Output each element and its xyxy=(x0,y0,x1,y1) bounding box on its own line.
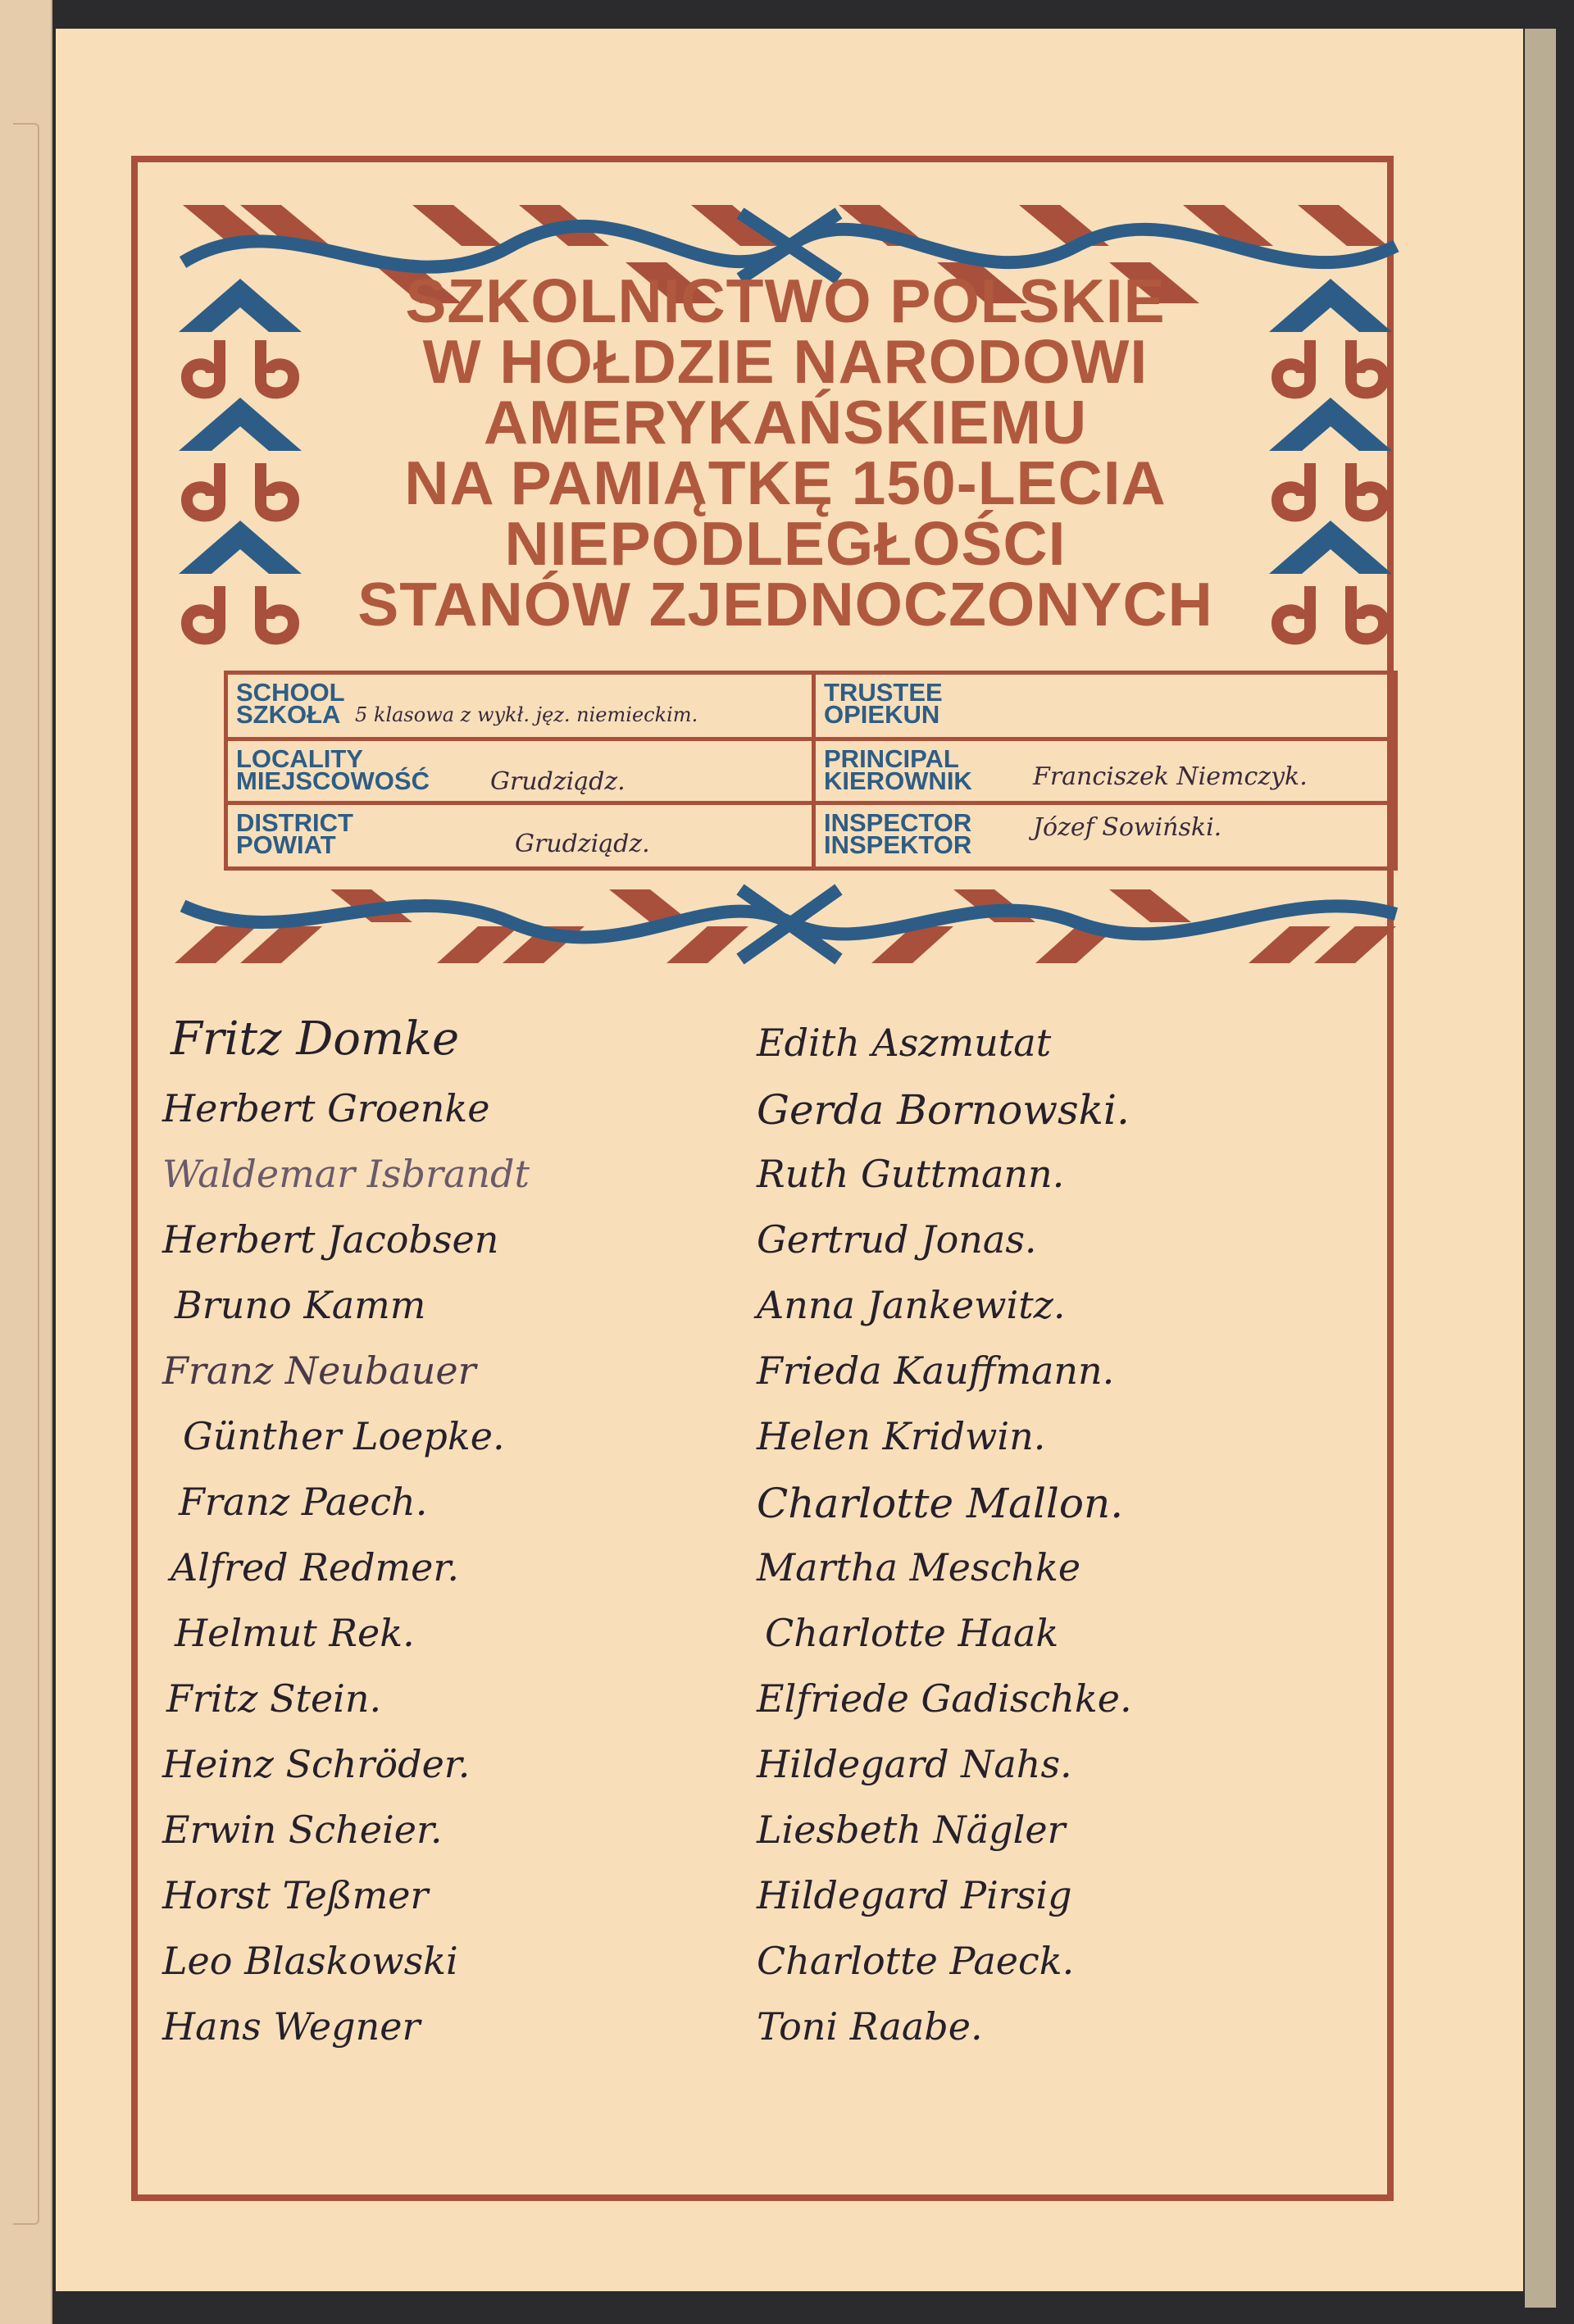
principal-value: Franciszek Niemczyk. xyxy=(1033,762,1308,791)
signature: Toni Raabe. xyxy=(757,2004,983,2049)
principal-label-pl: KIEROWNIK xyxy=(824,766,972,795)
school-info-table xyxy=(224,671,1398,871)
signature: Edith Aszmutat xyxy=(757,1021,1052,1065)
school-label-pl: SZKOŁA xyxy=(236,700,341,729)
school-value: 5 klasowa z wykł. jęz. niemieckim. xyxy=(355,703,698,726)
title-line: W HOŁDZIE NARODOWI xyxy=(422,327,1149,396)
signature: Erwin Scheier. xyxy=(162,1808,443,1852)
trustee-label-en: TRUSTEE xyxy=(824,678,943,707)
principal-label-en: PRINCIPAL xyxy=(824,744,959,773)
inspector-label-pl: INSPEKTOR xyxy=(824,830,972,859)
signature: Helen Kridwin. xyxy=(757,1414,1046,1458)
inspector-value: Józef Sowiński. xyxy=(1033,813,1222,842)
previous-page-edge xyxy=(0,0,52,2324)
signature: Fritz Stein. xyxy=(166,1676,382,1721)
inspector-label-en: INSPECTOR xyxy=(824,808,972,837)
locality-cell xyxy=(228,741,812,803)
locality-value: Grudziądz. xyxy=(490,767,626,796)
title-line: NA PAMIĄTKĘ 150-LECIA xyxy=(404,448,1167,517)
signature: Charlotte Mallon. xyxy=(757,1480,1124,1527)
title-line: SZKOLNICTWO POLSKIE xyxy=(405,266,1166,335)
district-label-pl: POWIAT xyxy=(236,830,336,859)
signature: Gerda Bornowski. xyxy=(757,1086,1130,1134)
signature: Gertrud Jonas. xyxy=(757,1217,1037,1262)
book-binding xyxy=(1525,29,1556,2308)
signature: Frieda Kauffmann. xyxy=(757,1348,1115,1393)
album-page xyxy=(56,29,1523,2291)
district-value: Grudziądz. xyxy=(515,830,650,858)
bottom-ornament-band xyxy=(166,881,1417,971)
signature: Ruth Guttmann. xyxy=(757,1152,1065,1196)
signature: Hans Wegner xyxy=(162,2004,421,2049)
signature: Charlotte Haak xyxy=(765,1611,1059,1655)
signature: Anna Jankewitz. xyxy=(757,1283,1066,1327)
signature: Helmut Rek. xyxy=(175,1611,415,1655)
school-label-en: SCHOOL xyxy=(236,678,345,707)
school-cell xyxy=(228,675,812,737)
district-label-en: DISTRICT xyxy=(236,808,353,837)
signature: Leo Blaskowski xyxy=(162,1939,458,1983)
signature: Martha Meschke xyxy=(757,1545,1081,1590)
signature: Hildegard Nahs. xyxy=(757,1742,1072,1786)
district-cell xyxy=(228,805,812,867)
trustee-label-pl: OPIEKUN xyxy=(824,700,940,729)
signature: Charlotte Paeck. xyxy=(757,1939,1075,1983)
signature: Franz Neubauer xyxy=(162,1348,476,1393)
right-side-ornament xyxy=(1261,275,1400,668)
signature: Herbert Groenke xyxy=(162,1086,490,1130)
locality-label-pl: MIEJSCOWOŚĆ xyxy=(236,766,430,795)
signature: Liesbeth Nägler xyxy=(757,1808,1066,1852)
signature: Fritz Domke xyxy=(171,1012,460,1066)
title-line: STANÓW ZJEDNOCZONYCH xyxy=(357,570,1213,639)
inspector-cell xyxy=(816,805,1398,867)
signature: Günther Loepke. xyxy=(183,1414,505,1458)
principal-cell xyxy=(816,741,1398,803)
signature: Heinz Schröder. xyxy=(162,1742,471,1786)
signature: Horst Teßmer xyxy=(162,1873,429,1917)
trustee-cell xyxy=(816,675,1398,737)
signature: Herbert Jacobsen xyxy=(162,1217,499,1262)
title-line: NIEPODLEGŁOŚCI xyxy=(504,509,1067,578)
title-line: AMERYKAŃSKIEMU xyxy=(483,388,1088,457)
locality-label-en: LOCALITY xyxy=(236,744,363,773)
signature: Franz Paech. xyxy=(179,1480,428,1524)
signature: Waldemar Isbrandt xyxy=(162,1152,530,1196)
signature: Bruno Kamm xyxy=(175,1283,426,1327)
left-side-ornament xyxy=(171,275,310,668)
page-title xyxy=(293,266,1277,639)
signature: Elfriede Gadischke. xyxy=(757,1676,1132,1721)
signature: Alfred Redmer. xyxy=(171,1545,459,1590)
signature: Hildegard Pirsig xyxy=(757,1873,1072,1917)
